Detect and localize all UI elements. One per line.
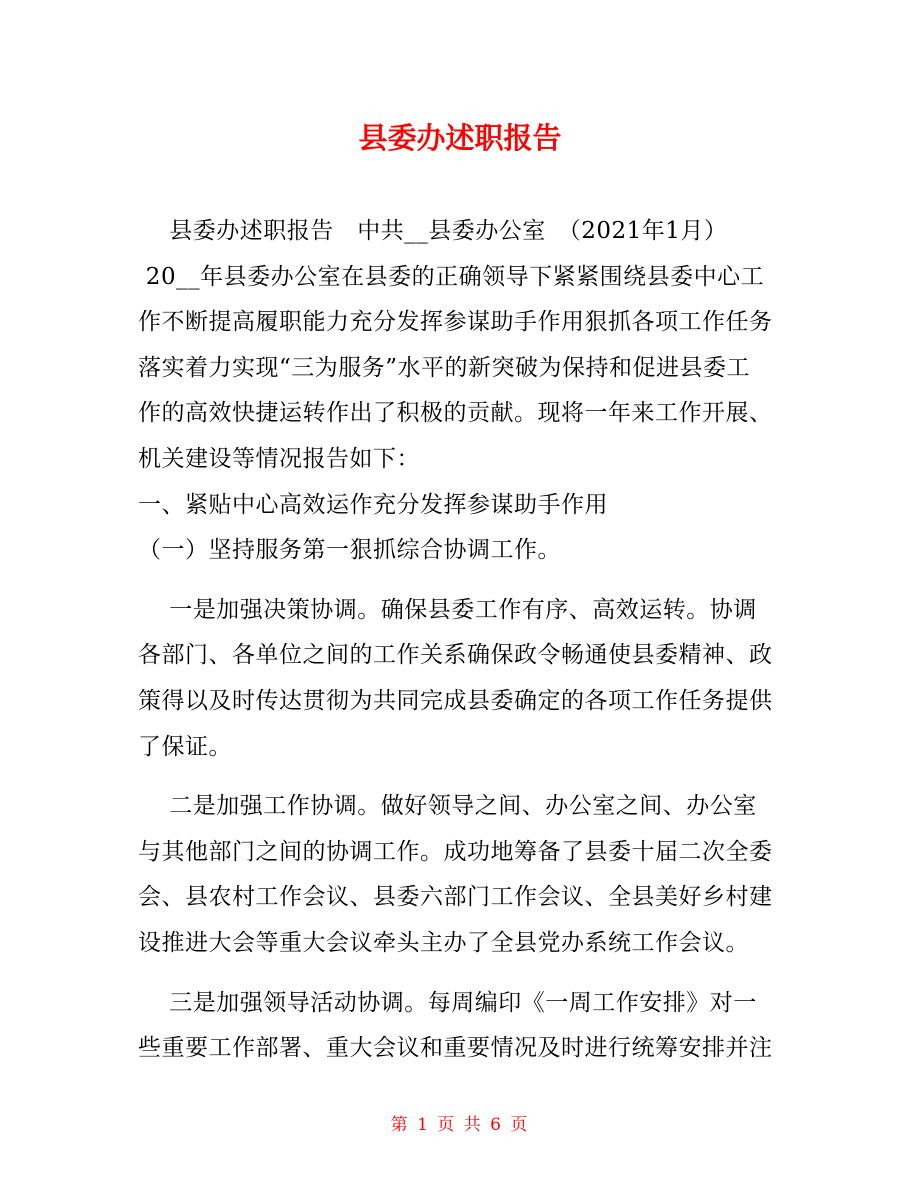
paragraph-line: 会、县农村工作会议、县委六部门工作会议、全县美好乡村建 [138,884,773,911]
text-line: 作的高效快捷运转作出了积极的贡献。现将一年来工作开展、 [138,400,773,427]
text-line: 机关建设等情况报告如下： [138,445,420,472]
paragraph-line: 各部门、各单位之间的工作关系确保政令畅通使县委精神、政 [138,642,773,669]
text-line: 20__年县委办公室在县委的正确领导下紧紧围绕县委中心工 [138,263,765,290]
paragraph-gap [138,967,782,981]
document-body [138,209,782,1072]
text-line: 落实着力实现“三为服务”水平的新突破为保持和促进县委工 [138,354,751,381]
document-title: 县委办述职报告 [358,121,562,155]
paragraph-line: 策得以及时传达贯彻为共同完成县委确定的各项工作任务提供 [138,687,773,714]
paragraph-line: 了保证。 [138,733,232,760]
paragraph-gap [138,574,782,588]
paragraph-line: 与其他部门之间的协调工作。成功地筹备了县委十届二次全委 [138,838,773,865]
text-line: 作不断提高履职能力充分发挥参谋助手作用狠抓各项工作任务 [138,309,773,336]
paragraph-line: 设推进大会等重大会议牵头主办了全县党办系统工作会议。 [138,929,749,956]
paragraph-line: 二是加强工作协调。做好领导之间、办公室之间、办公室 [138,793,757,820]
paragraph-line: 三是加强领导活动协调。每周编印《一周工作安排》对一 [138,989,757,1016]
page-number-footer: 第 1 页 共 6 页 [390,1115,530,1135]
section-heading: 一、紧贴中心高效运作充分发挥参谋助手作用 [138,491,608,518]
paragraph-gap [138,770,782,784]
paragraph-line: 一是加强决策协调。确保县委工作有序、高效运转。协调 [138,596,757,623]
text-line: 县委办述职报告 中共__县委办公室 （2021年1月） [138,218,728,244]
subsection-heading: （一）坚持服务第一狠抓综合协调工作。 [138,537,561,564]
paragraph-line: 些重要工作部署、重大会议和重要情况及时进行统筹安排并注 [138,1035,773,1062]
